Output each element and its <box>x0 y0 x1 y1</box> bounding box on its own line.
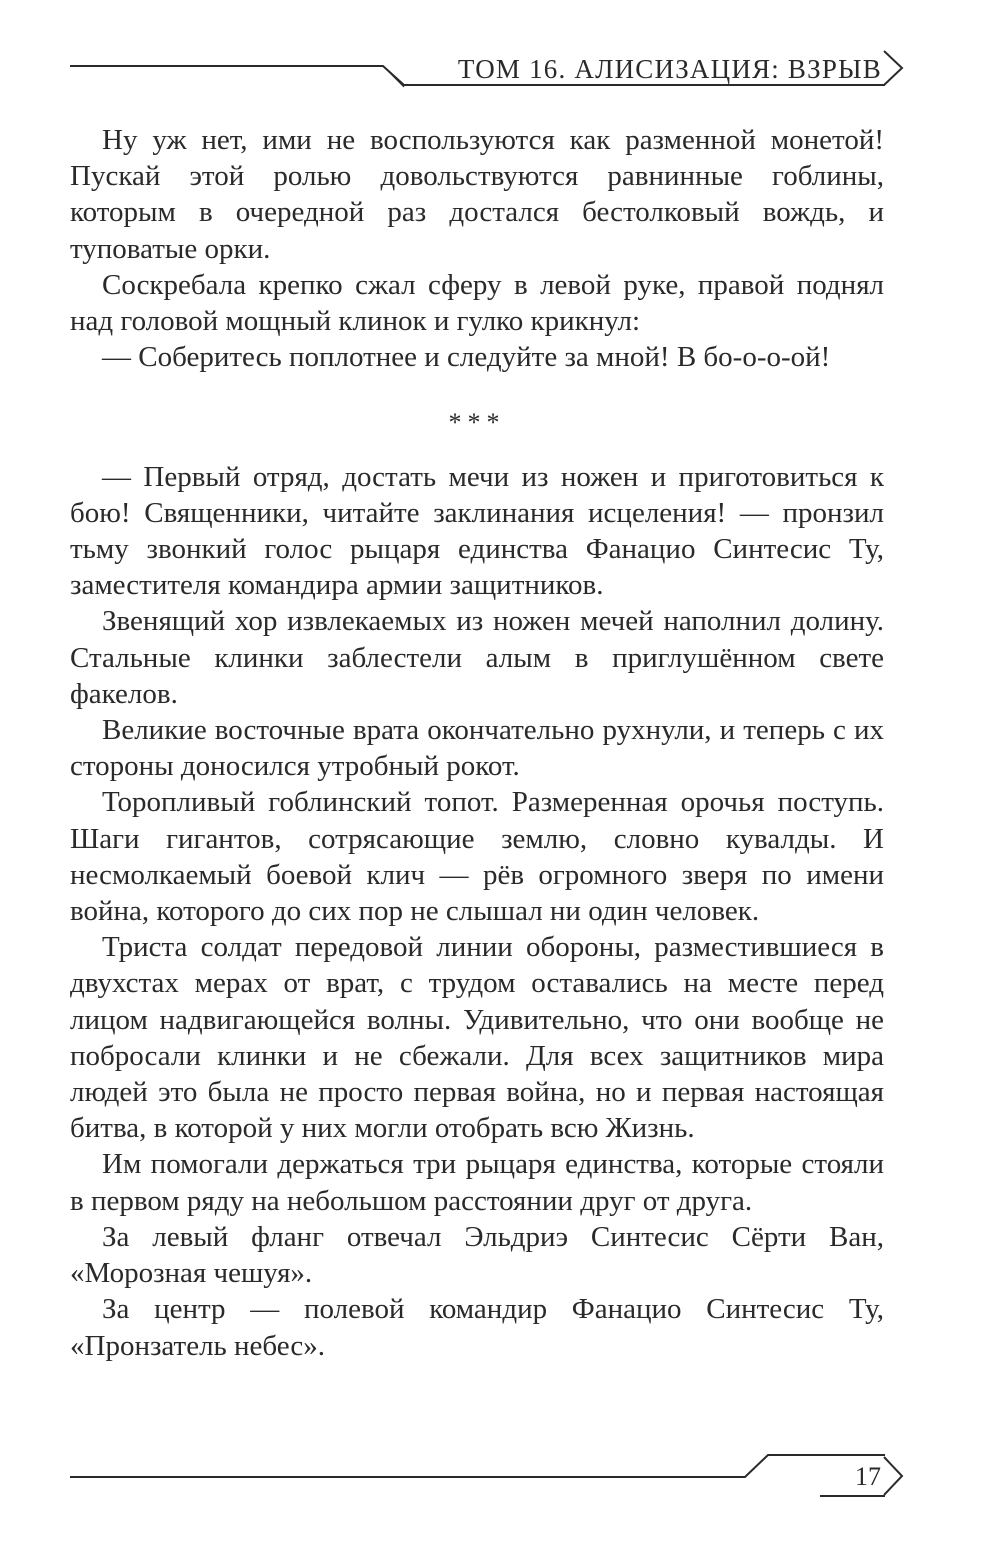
paragraph: Торопливый гоблинский топот. Размеренная орочья поступь. Шаги гигантов, сотрясающие землю, словно кувалды. И несмолкаемый боевой клич — рёв огромного зверя по имени война, которого до сих пор не слышал ни один человек. <box>70 786 884 928</box>
paragraph: Ну уж нет, ими не воспользуются как разменной монетой! Пускай этой ролью довольствуются равнинные гоблины, которым в очередной раз достался бестолковый вождь, и туповатые орки. <box>70 124 884 265</box>
paragraph: — Первый отряд, достать мечи из ножен и приготовиться к бою! Священники, читайте заклинания исцеления! — пронзил тьму звонкий голос рыцаря единства Фанацио Синтесис Ту, заместителя командира армии защитников. <box>70 460 884 602</box>
paragraph: За центр — полевой командир Фанацио Синтесис Ту, «Пронзатель небес». <box>70 1293 884 1362</box>
paragraph: Им помогали держаться три рыцаря единства, которые стояли в первом ряду на небольшом расстоянии друг от друга. <box>70 1148 884 1217</box>
paragraph: — Соберитесь поплотнее и следуйте за мной! В бо-о-о-ой! <box>102 341 831 374</box>
paragraph: Соскребала крепко сжал сферу в левой руке, правой поднял над головой мощный клинок и гулко крикнул: <box>70 268 884 338</box>
page-number: 17 <box>855 1462 881 1491</box>
paragraph: Великие восточные врата окончательно рухнули, и теперь с их стороны доносился утробный рокот. <box>70 714 884 783</box>
scene-separator: *** <box>448 408 506 438</box>
paragraph: За левый фланг отвечал Эльдриэ Синтесис Сёрти Ван, «Морозная чешуя». <box>70 1220 884 1290</box>
paragraph: Звенящий хор извлекаемых из ножен мечей наполнил долину. Стальные клинки заблестели алым в приглушённом свете факелов. <box>70 605 884 710</box>
paragraph: Триста солдат передовой линии обороны, разместившиеся в двухстах мерах от врат, с трудом оставались на месте перед лицом надвигающейся волны. Удивительно, что они вообще не побросали клинки и не сбежали. Для всех защитников мира людей это была не просто первая война, но и первая настоящая битва, в которой у них могли отобрать всю Жизнь. <box>70 931 884 1145</box>
page-body <box>70 122 884 1364</box>
running-header-title: ТОМ 16. АЛИСИЗАЦИЯ: ВЗРЫВ <box>457 54 882 84</box>
